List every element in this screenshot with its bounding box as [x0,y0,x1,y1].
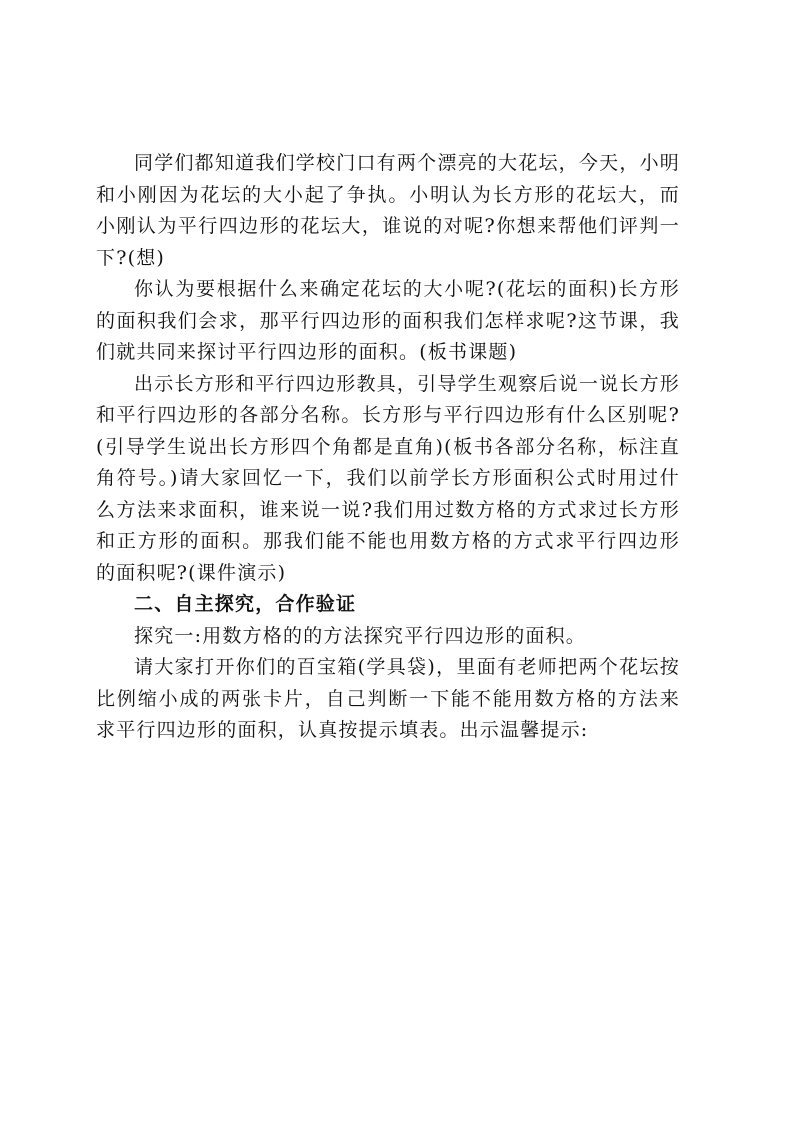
section-heading: 二、自主探究，合作验证 [134,593,357,615]
inquiry-one-paragraph: 探究一:用数方格的的方法探究平行四边形的面积。 [134,624,587,647]
instruction-paragraph: 请大家打开你们的百宝箱(学具袋)，里面有老师把两个花坛按比例缩小成的两张卡片，自己判断一下能不能用数方格的方法来求平行四边形的面积，认真按提示填表。出示温馨提示: [96,656,680,741]
intro-paragraph: 同学们都知道我们学校门口有两个漂亮的大花坛，今天，小明和小刚因为花坛的大小起了争执。小明认为长方形的花坛大，而小刚认为平行四边形的花坛大，谁说的对呢?你想来帮他们评判一下?(想) [96,152,680,269]
question-paragraph: 你认为要根据什么来确定花坛的大小呢?(花坛的面积)长方形的面积我们会求，那平行四边形的面积我们怎样求呢?这节课，我们就共同来探讨平行四边形的面积。(板书课题) [96,278,680,363]
document-page [96,148,680,747]
demonstration-paragraph: 出示长方形和平行四边形教具，引导学生观察后说一说长方形和平行四边形的各部分名称。长方形与平行四边形有什么区别呢?(引导学生说出长方形四个角都是直角)(板书各部分名称，标注直角符号。)请大家回忆一下，我们以前学长方形面积公式时用过什么方法来求面积，谁来说一说?我们用过数方格的方式求过长方形和正方形的面积。那我们能不能也用数方格的方式求平行四边形的面积呢?(课件演示) [96,372,680,584]
